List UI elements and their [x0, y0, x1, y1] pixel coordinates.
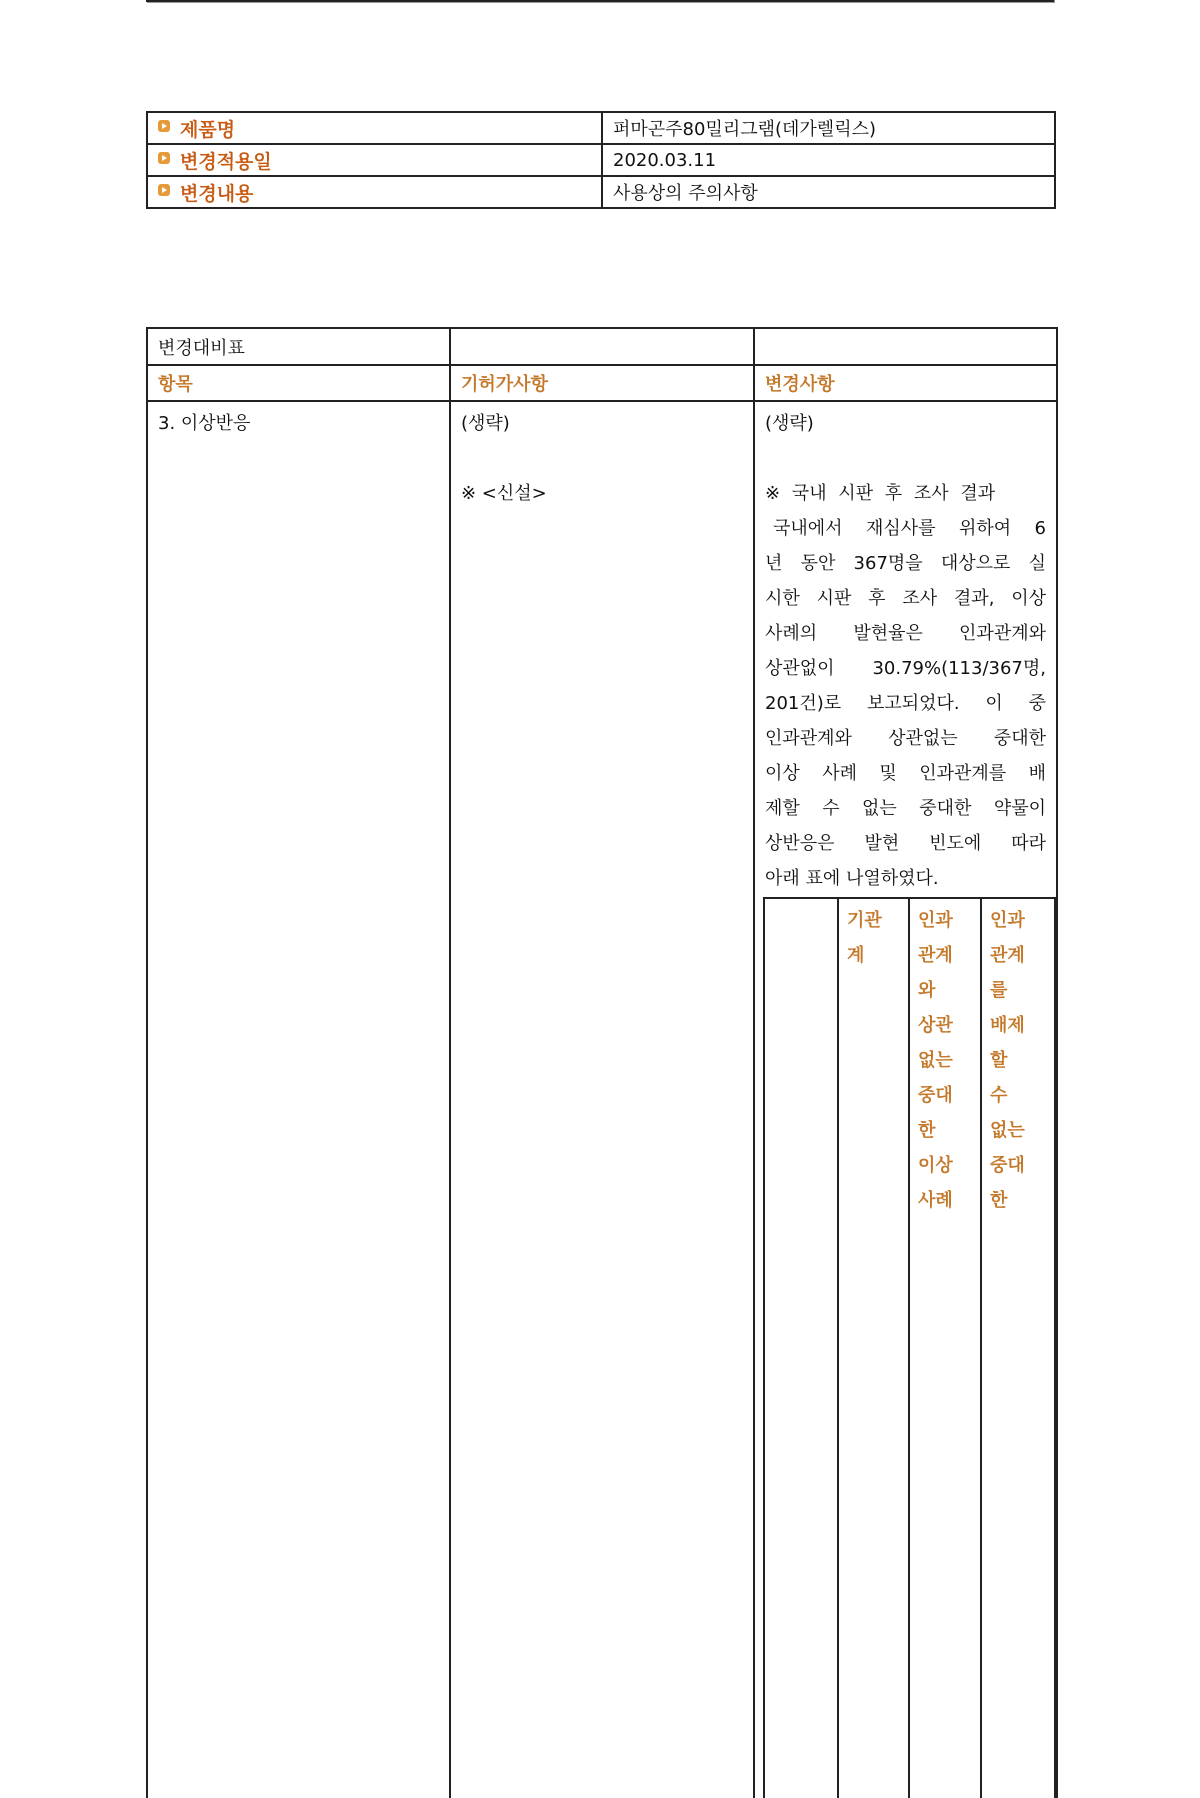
header-line: 를 — [990, 980, 1008, 1001]
header-line: 관계 — [990, 945, 1025, 966]
header-line: 한 — [918, 1120, 936, 1141]
after-text-line: 시한 시판 후 조사 결과, 이상 — [765, 588, 1046, 609]
info-row-product-name — [147, 112, 1055, 144]
after-omitted: (생략) — [765, 413, 814, 434]
header-line: 배제 — [990, 1015, 1025, 1036]
info-label: 변경적용일 — [180, 150, 272, 173]
item-name: 3. 이상반응 — [158, 413, 251, 434]
item-cell — [147, 401, 450, 1798]
info-label-cell — [147, 112, 602, 144]
comparison-title-row — [147, 328, 1057, 365]
adverse-event-header-row — [764, 898, 1055, 1798]
info-label-cell — [147, 144, 602, 176]
play-square-icon — [158, 120, 170, 132]
header-line: 인과 — [918, 910, 953, 931]
header-line: 계 — [847, 945, 865, 966]
nested-header-serious-related — [981, 898, 1055, 1798]
header-line: 수 — [990, 1085, 1008, 1106]
header-line: 중대 — [990, 1155, 1025, 1176]
after-text-line: 국내에서 재심사를 위하여 6 — [773, 518, 1046, 539]
nested-header-serious-unrelated — [909, 898, 981, 1798]
after-text-line: 제할 수 없는 중대한 약물이 — [765, 798, 1046, 819]
info-row-change-date — [147, 144, 1055, 176]
header-line: 기관 — [847, 910, 882, 931]
spacer — [765, 441, 1046, 476]
header-line: 와 — [918, 980, 936, 1001]
info-value: 2020.03.11 — [602, 144, 1055, 176]
after-cell — [754, 401, 1057, 1798]
empty-cell — [450, 328, 754, 365]
nested-header-empty — [764, 898, 838, 1798]
header-line: 없는 — [918, 1050, 953, 1071]
spacer — [461, 441, 743, 476]
info-label-cell — [147, 176, 602, 208]
header-line: 이상 — [918, 1155, 953, 1176]
comparison-table — [146, 327, 1058, 1798]
after-text-line: 상관없이 30.79%(113/367명, — [765, 658, 1046, 679]
info-label: 제품명 — [180, 118, 236, 141]
header-line: 인과 — [990, 910, 1025, 931]
play-square-icon — [158, 184, 170, 196]
comparison-header-row — [147, 365, 1057, 401]
adverse-event-table — [763, 897, 1056, 1798]
header-before: 기허가사항 — [450, 365, 754, 401]
after-text-line: 상반응은 발현 빈도에 따라 — [765, 833, 1046, 854]
comparison-title: 변경대비표 — [147, 328, 450, 365]
after-text-line: 년 동안 367명을 대상으로 실 — [765, 553, 1046, 574]
comparison-body-row — [147, 401, 1057, 1798]
play-square-icon — [158, 152, 170, 164]
after-text-line: 인과관계와 상관없는 중대한 — [765, 728, 1046, 749]
before-omitted: (생략) — [461, 413, 510, 434]
before-cell — [450, 401, 754, 1798]
header-line: 상관 — [918, 1015, 953, 1036]
previous-section-box — [146, 0, 1054, 2]
nested-header-organ — [838, 898, 909, 1798]
after-heading: ※ 국내 시판 후 조사 결과 — [765, 483, 996, 504]
product-info-table — [146, 111, 1056, 209]
header-line: 한 — [990, 1190, 1008, 1211]
header-line: 없는 — [990, 1120, 1025, 1141]
after-text-line: 이상 사례 및 인과관계를 배 — [765, 763, 1046, 784]
header-item: 항목 — [147, 365, 450, 401]
header-line: 사례 — [918, 1190, 953, 1211]
header-line: 할 — [990, 1050, 1008, 1071]
empty-cell — [754, 328, 1057, 365]
header-after: 변경사항 — [754, 365, 1057, 401]
info-label: 변경내용 — [180, 182, 254, 205]
info-value: 퍼마곤주80밀리그램(데가렐릭스) — [602, 112, 1055, 144]
before-new-mark: ※ <신설> — [461, 483, 547, 504]
info-value: 사용상의 주의사항 — [602, 176, 1055, 208]
after-text-line: 201건)로 보고되었다. 이 중 — [765, 693, 1046, 714]
after-text-line: 사례의 발현율은 인과관계와 — [765, 623, 1046, 644]
after-text-line: 아래 표에 나열하였다. — [765, 868, 939, 889]
header-line: 중대 — [918, 1085, 953, 1106]
info-row-change-content — [147, 176, 1055, 208]
header-line: 관계 — [918, 945, 953, 966]
